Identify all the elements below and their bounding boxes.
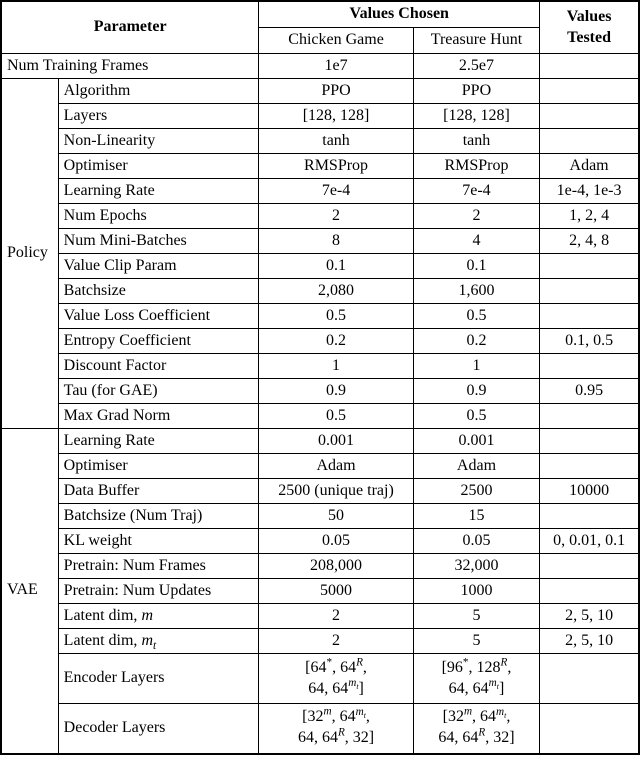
- value-treasure-cell: [32$^m$, $64^{m_t}$, 64, $64^R$, 32]: [413, 704, 539, 754]
- value-treasure-cell: 1000: [413, 579, 539, 604]
- value-chicken-cell: 1: [259, 354, 413, 379]
- param-cell: Pretrain: Num Frames: [58, 554, 259, 579]
- values-tested-cell: 2, 5, 10: [540, 604, 639, 629]
- value-chicken-cell: 2: [259, 604, 413, 629]
- value-chicken-cell: 2500 (unique traj): [259, 479, 413, 504]
- value-chicken-cell: 8: [259, 229, 413, 254]
- table-row: [1, 54, 639, 79]
- values-tested-cell: [540, 304, 639, 329]
- param-cell: Optimiser: [58, 154, 259, 179]
- values-tested-cell: 2, 4, 8: [540, 229, 639, 254]
- value-chicken-cell: 208,000: [259, 554, 413, 579]
- value-treasure-cell: 2.5e7: [413, 54, 539, 79]
- value-treasure-cell: 2: [413, 204, 539, 229]
- param-cell: Max Grad Norm: [58, 404, 259, 429]
- values-tested-cell: [540, 554, 639, 579]
- param-cell: Encoder Layers: [58, 654, 259, 704]
- param-cell: Algorithm: [58, 79, 259, 104]
- value-chicken-cell: 1e7: [259, 54, 413, 79]
- table-body: [1, 54, 639, 754]
- values-tested-cell: 10000: [540, 479, 639, 504]
- table-row: [1, 379, 639, 404]
- param-cell: KL weight: [58, 529, 259, 554]
- value-chicken-cell: 50: [259, 504, 413, 529]
- values-tested-cell: [540, 504, 639, 529]
- value-treasure-cell: 15: [413, 504, 539, 529]
- values-tested-cell: [540, 654, 639, 704]
- param-cell: Layers: [58, 104, 259, 129]
- value-treasure-cell: tanh: [413, 129, 539, 154]
- param-cell: Entropy Coefficient: [58, 329, 259, 354]
- table-row: [1, 479, 639, 504]
- group-cell: Policy: [1, 79, 58, 429]
- param-cell: Value Loss Coefficient: [58, 304, 259, 329]
- table-row: [1, 354, 639, 379]
- values-tested-cell: [540, 354, 639, 379]
- table-row: [1, 654, 639, 704]
- table-row: [1, 554, 639, 579]
- table-row: [1, 454, 639, 479]
- values-tested-cell: [540, 704, 639, 754]
- values-tested-cell: [540, 54, 639, 79]
- values-tested-cell: 1, 2, 4: [540, 204, 639, 229]
- values-tested-cell: [540, 104, 639, 129]
- table-row: [1, 279, 639, 304]
- value-treasure-cell: 4: [413, 229, 539, 254]
- table-row: [1, 179, 639, 204]
- value-chicken-cell: 0.5: [259, 404, 413, 429]
- value-treasure-cell: 0.05: [413, 529, 539, 554]
- value-treasure-cell: Adam: [413, 454, 539, 479]
- param-cell: Num Mini-Batches: [58, 229, 259, 254]
- values-tested-cell: Adam: [540, 154, 639, 179]
- header-values-tested: Values Tested: [540, 1, 639, 54]
- value-chicken-cell: PPO: [259, 79, 413, 104]
- table-row: [1, 229, 639, 254]
- param-cell: Num Training Frames: [1, 54, 259, 79]
- value-treasure-cell: RMSProp: [413, 154, 539, 179]
- value-chicken-cell: [64*, $64^R$, 64, $64^{m_t}$]: [259, 654, 413, 704]
- value-chicken-cell: 7e-4: [259, 179, 413, 204]
- value-chicken-cell: 0.001: [259, 429, 413, 454]
- value-chicken-cell: 2: [259, 204, 413, 229]
- param-cell: Latent dim, m: [58, 604, 259, 629]
- header-treasure-hunt: Treasure Hunt: [413, 28, 539, 54]
- value-treasure-cell: PPO: [413, 79, 539, 104]
- value-treasure-cell: 5: [413, 604, 539, 629]
- value-chicken-cell: [128, 128]: [259, 104, 413, 129]
- param-cell: Discount Factor: [58, 354, 259, 379]
- values-tested-cell: [540, 454, 639, 479]
- table-row: [1, 429, 639, 454]
- table-row: [1, 504, 639, 529]
- value-treasure-cell: 7e-4: [413, 179, 539, 204]
- values-tested-cell: [540, 579, 639, 604]
- value-chicken-cell: 2,080: [259, 279, 413, 304]
- value-treasure-cell: 0.001: [413, 429, 539, 454]
- header-chicken-game: Chicken Game: [259, 28, 413, 54]
- table-row: [1, 604, 639, 629]
- value-treasure-cell: 0.2: [413, 329, 539, 354]
- table-row: [1, 579, 639, 604]
- value-treasure-cell: 0.5: [413, 404, 539, 429]
- value-chicken-cell: 0.05: [259, 529, 413, 554]
- table-row: [1, 104, 639, 129]
- param-cell: Pretrain: Num Updates: [58, 579, 259, 604]
- value-treasure-cell: [96*, $128^R$, 64, $64^{m_t}$]: [413, 654, 539, 704]
- values-tested-cell: [540, 429, 639, 454]
- value-chicken-cell: tanh: [259, 129, 413, 154]
- values-tested-cell: [540, 404, 639, 429]
- table-row: [1, 129, 639, 154]
- value-chicken-cell: Adam: [259, 454, 413, 479]
- values-tested-cell: 2, 5, 10: [540, 629, 639, 654]
- param-cell: Learning Rate: [58, 429, 259, 454]
- values-tested-cell: [540, 279, 639, 304]
- param-cell: Non-Linearity: [58, 129, 259, 154]
- values-tested-cell: 0.1, 0.5: [540, 329, 639, 354]
- values-tested-cell: [540, 254, 639, 279]
- header-values-chosen: Values Chosen: [259, 1, 540, 28]
- value-chicken-cell: 2: [259, 629, 413, 654]
- header-row-1: [1, 1, 639, 28]
- header-parameter: Parameter: [1, 1, 259, 54]
- values-tested-cell: 1e-4, 1e-3: [540, 179, 639, 204]
- param-cell: Batchsize: [58, 279, 259, 304]
- value-chicken-cell: 0.1: [259, 254, 413, 279]
- table-row: [1, 79, 639, 104]
- values-tested-cell: [540, 79, 639, 104]
- value-treasure-cell: 0.1: [413, 254, 539, 279]
- value-treasure-cell: 5: [413, 629, 539, 654]
- values-tested-cell: 0.95: [540, 379, 639, 404]
- value-chicken-cell: 0.9: [259, 379, 413, 404]
- param-cell: Value Clip Param: [58, 254, 259, 279]
- value-chicken-cell: 0.2: [259, 329, 413, 354]
- param-cell: Batchsize (Num Traj): [58, 504, 259, 529]
- table-row: [1, 704, 639, 754]
- table-row: [1, 404, 639, 429]
- param-cell: Tau (for GAE): [58, 379, 259, 404]
- value-chicken-cell: [32$^m$, $64^{m_t}$, 64, $64^R$, 32]: [259, 704, 413, 754]
- values-tested-cell: [540, 129, 639, 154]
- value-treasure-cell: 1: [413, 354, 539, 379]
- table-row: [1, 254, 639, 279]
- value-treasure-cell: 0.9: [413, 379, 539, 404]
- table-row: [1, 529, 639, 554]
- param-cell: Latent dim, $m_t$: [58, 629, 259, 654]
- param-cell: Data Buffer: [58, 479, 259, 504]
- table-row: [1, 329, 639, 354]
- value-treasure-cell: 0.5: [413, 304, 539, 329]
- value-chicken-cell: 5000: [259, 579, 413, 604]
- values-tested-cell: 0, 0.01, 0.1: [540, 529, 639, 554]
- param-cell: Optimiser: [58, 454, 259, 479]
- value-treasure-cell: [128, 128]: [413, 104, 539, 129]
- param-cell: Learning Rate: [58, 179, 259, 204]
- table-header: [1, 1, 639, 54]
- table-row: [1, 154, 639, 179]
- value-chicken-cell: RMSProp: [259, 154, 413, 179]
- value-treasure-cell: 1,600: [413, 279, 539, 304]
- value-treasure-cell: 2500: [413, 479, 539, 504]
- group-cell: VAE: [1, 429, 58, 754]
- value-chicken-cell: 0.5: [259, 304, 413, 329]
- table-row: [1, 204, 639, 229]
- table-row: [1, 629, 639, 654]
- table-row: [1, 304, 639, 329]
- value-treasure-cell: 32,000: [413, 554, 539, 579]
- param-cell: Num Epochs: [58, 204, 259, 229]
- param-cell: Decoder Layers: [58, 704, 259, 754]
